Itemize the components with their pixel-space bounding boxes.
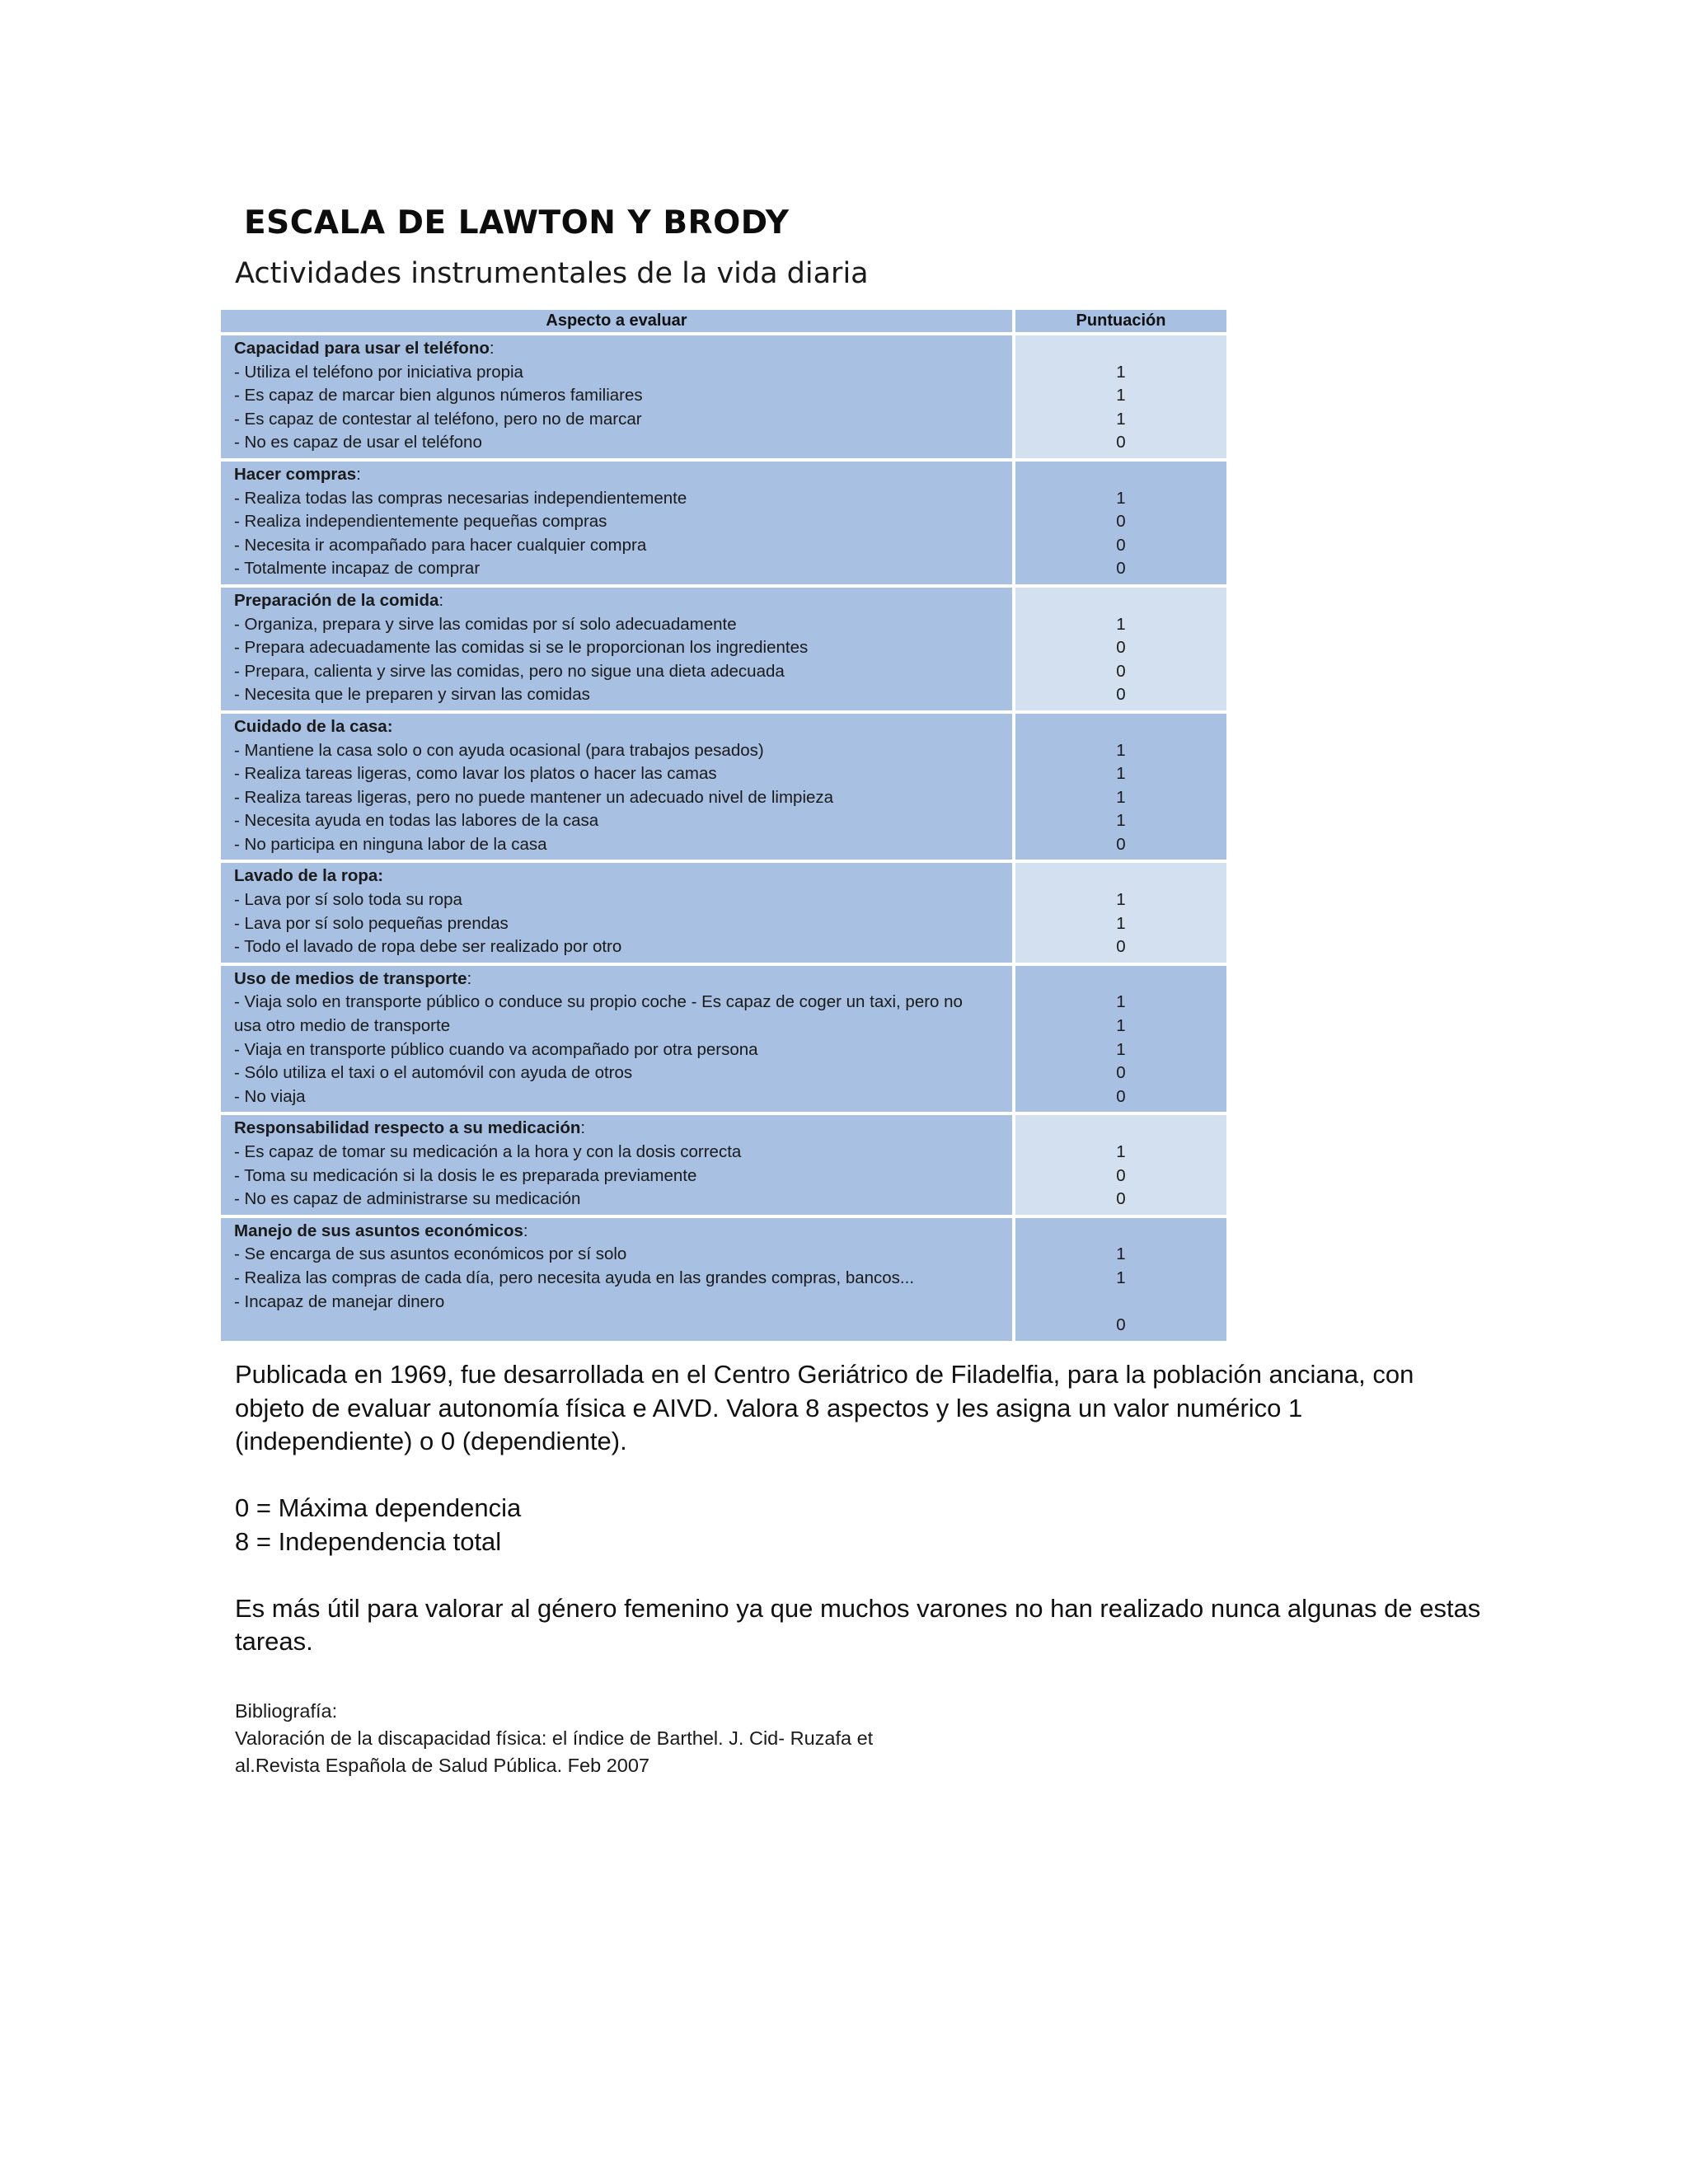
score-value: 1 [1116,913,1126,933]
aspect-item: - Necesita ayuda en todas las labores de la casa [234,811,599,831]
score-value: 1 [1116,740,1126,760]
score-value: 1 [1116,992,1126,1012]
table-row [221,966,1226,1113]
aspect-item: - Lava por sí solo toda su ropa [234,890,462,910]
table-row [221,1115,1226,1214]
aspect-item: - Prepara adecuadamente las comidas si se le proporcionan los ingredientes [234,638,809,658]
score-value: 1 [1116,409,1126,429]
aspect-item: - Organiza, prepara y sirve las comidas por sí solo adecuadamente [234,614,737,634]
score-value: 1 [1116,1039,1126,1059]
aspect-cell [221,1218,1012,1341]
aspect-item: - Totalmente incapaz de comprar [234,559,481,579]
score-value: 1 [1116,811,1126,831]
score-value: 1 [1116,1142,1126,1161]
table-header [221,310,1226,332]
score-value: 1 [1116,386,1126,405]
score-value: 1 [1116,1244,1126,1264]
aspect-title: Capacidad para usar el teléfono: [234,339,495,358]
score-value: 1 [1116,362,1126,382]
score-value: 1 [1116,787,1126,807]
aspect-title: Uso de medios de transporte: [234,968,472,988]
aspect-item: - Utiliza el teléfono por iniciativa propia [234,362,523,382]
aspect-cell [221,1115,1012,1214]
score-value: 0 [1116,1189,1126,1209]
score-cell [1015,1115,1226,1214]
note-line: Es más útil para valorar al género femenino ya que muchos varones no han realizado nunca algunas de estas [235,1593,1481,1623]
score-value: 0 [1116,937,1126,957]
aspect-item: - Todo el lavado de ropa debe ser realizado por otro [234,937,622,957]
score-value: 1 [1116,614,1126,634]
table-row [221,1218,1226,1341]
aspect-item: - Toma su medicación si la dosis le es preparada previamente [234,1165,697,1185]
score-value: 0 [1116,1315,1126,1335]
score-value: 0 [1116,535,1126,555]
score-value: 0 [1116,433,1126,452]
lawton-brody-table [221,310,1226,1344]
scale-max: 8 = Independencia total [235,1526,502,1556]
score-value: 1 [1116,1016,1126,1036]
bibliography-line: al.Revista Española de Salud Pública. Feb 2007 [235,1755,649,1776]
aspect-item: - Realiza tareas ligeras, pero no puede mantener un adecuado nivel de limpieza [234,787,834,807]
aspect-title: Cuidado de la casa: [234,716,393,736]
score-value: 0 [1116,1086,1126,1106]
score-value: 0 [1116,834,1126,854]
aspect-cell [221,462,1012,584]
aspect-title: Responsabilidad respecto a su medicación: [234,1118,586,1138]
table-row [221,335,1226,458]
aspect-cell [221,714,1012,860]
aspect-item: - Mantiene la casa solo o con ayuda ocasional (para trabajos pesados) [234,740,764,760]
aspect-item: - No viaja [234,1086,306,1106]
score-value: 1 [1116,890,1126,910]
score-cell [1015,863,1226,962]
aspect-cell [221,335,1012,458]
table-body [221,335,1226,1341]
score-value: 0 [1116,512,1126,532]
aspect-title: Manejo de sus asuntos económicos: [234,1221,528,1240]
score-cell [1015,966,1226,1113]
aspect-item: - Realiza independientemente pequeñas compras [234,512,607,532]
aspect-item: - Realiza tareas ligeras, como lavar los platos o hacer las camas [234,764,717,784]
aspect-item: - No participa en ninguna labor de la casa [234,834,547,854]
aspect-cell [221,588,1012,710]
score-cell [1015,462,1226,584]
score-value: 0 [1116,638,1126,658]
score-value: 0 [1116,1063,1126,1083]
aspect-cell [221,966,1012,1113]
score-value: 1 [1116,488,1126,508]
bibliography-heading: Bibliografía: [235,1700,338,1722]
description-line: (independiente) o 0 (dependiente). [235,1427,627,1455]
score-cell [1015,1218,1226,1341]
aspect-item: - Viaja en transporte público cuando va acompañado por otra persona [234,1039,758,1059]
aspect-item: - Se encarga de sus asuntos económicos por sí solo [234,1244,627,1264]
score-value: 1 [1116,764,1126,784]
table-row [221,588,1226,710]
aspect-item: - No es capaz de usar el teléfono [234,433,482,452]
score-value: 0 [1116,1165,1126,1185]
score-cell [1015,714,1226,860]
aspect-item: - Sólo utiliza el taxi o el automóvil con ayuda de otros [234,1063,633,1083]
aspect-item: - Es capaz de contestar al teléfono, pero no de marcar [234,409,642,429]
table-row [221,714,1226,860]
aspect-item: - Es capaz de tomar su medicación a la hora y con la dosis correcta [234,1142,742,1161]
aspect-item: - Lava por sí solo pequeñas prendas [234,913,509,933]
header-score: Puntuación [1015,310,1226,332]
score-value: 1 [1116,1268,1126,1287]
bibliography [235,1698,873,1779]
description [235,1358,1496,1659]
aspect-item: - Realiza las compras de cada día, pero necesita ayuda en las grandes compras, bancos... [234,1268,915,1287]
aspect-title: Hacer compras: [234,464,361,484]
aspect-item: - Prepara, calienta y sirve las comidas, pero no sigue una dieta adecuada [234,661,785,681]
table-row [221,462,1226,584]
score-value: 0 [1116,661,1126,681]
bibliography-line: Valoración de la discapacidad física: el índice de Barthel. J. Cid- Ruzafa et [235,1727,874,1749]
score-value: 0 [1116,559,1126,579]
aspect-item: - Incapaz de manejar dinero [234,1291,445,1311]
aspect-item: - Realiza todas las compras necesarias independientemente [234,488,687,508]
aspect-item: - Es capaz de marcar bien algunos números familiares [234,386,643,405]
aspect-item: usa otro medio de transporte [234,1016,451,1036]
aspect-title: Lavado de la ropa: [234,866,384,886]
document-subtitle: Actividades instrumentales de la vida diaria [235,257,869,290]
aspect-item: - Necesita que le preparen y sirvan las comidas [234,685,590,705]
score-value: 0 [1116,685,1126,705]
document-title: ESCALA DE LAWTON Y BRODY [244,204,790,241]
aspect-item: - Viaja solo en transporte público o conduce su propio coche - Es capaz de coger un taxi, pero no [234,992,963,1012]
score-value [1015,1291,1226,1315]
score-cell [1015,588,1226,710]
aspect-item: - Necesita ir acompañado para hacer cualquier compra [234,535,647,555]
note-line: tareas. [235,1627,313,1656]
aspect-cell [221,863,1012,962]
aspect-item: - No es capaz de administrarse su medicación [234,1189,581,1209]
header-aspect: Aspecto a evaluar [221,310,1012,332]
description-line: Publicada en 1969, fue desarrollada en el Centro Geriátrico de Filadelfia, para la población anciana, con [235,1360,1414,1389]
aspect-title: Preparación de la comida: [234,590,444,610]
score-cell [1015,335,1226,458]
table-row [221,863,1226,962]
description-line: objeto de evaluar autonomía física e AIVD. Valora 8 aspectos y les asigna un valor numérico 1 [235,1393,1303,1422]
scale-min: 0 = Máxima dependencia [235,1493,522,1522]
